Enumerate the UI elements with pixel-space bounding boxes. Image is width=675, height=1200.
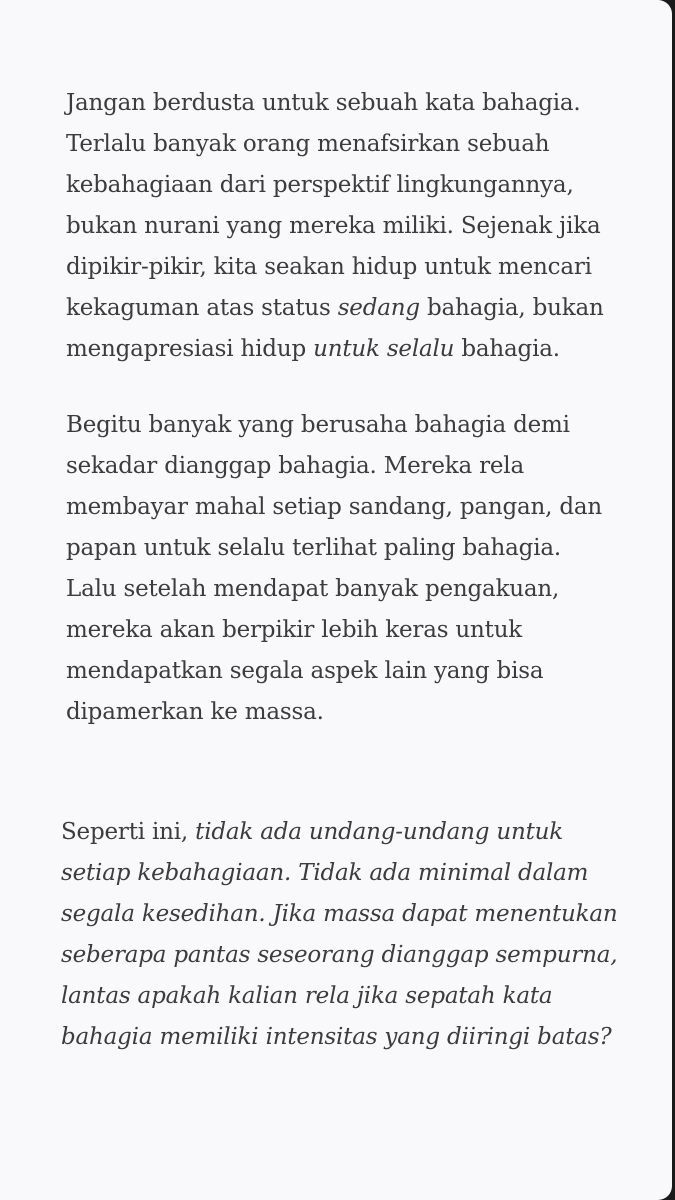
paragraph-3 [61, 812, 618, 1058]
text-run: mereka akan berpikir lebih keras untuk [66, 617, 523, 643]
text-line [66, 124, 604, 165]
text-line [66, 247, 604, 288]
text-line [61, 935, 618, 976]
italic-text-run: bahagia memiliki intensitas yang diiringi batas? [61, 1024, 612, 1050]
text-line [66, 528, 602, 569]
text-run: sekadar dianggap bahagia. Mereka rela [66, 453, 524, 479]
text-run: kebahagiaan dari perspektif lingkungannya, [66, 172, 574, 198]
text-run: Jangan berdusta untuk sebuah kata bahagia. [66, 90, 581, 116]
text-line [66, 288, 604, 329]
text-run: membayar mahal setiap sandang, pangan, dan [66, 494, 603, 520]
italic-text-run: tidak ada undang-undang untuk [195, 819, 563, 845]
text-line [61, 976, 618, 1017]
text-line [66, 446, 602, 487]
text-run: Seperti ini, [61, 819, 196, 845]
text-line [66, 83, 604, 124]
italic-text-run: lantas apakah kalian rela jika sepatah kata [61, 983, 553, 1009]
text-line [66, 405, 602, 446]
text-line [61, 853, 618, 894]
text-run: mengapresiasi hidup [66, 336, 314, 362]
text-run: bukan nurani yang mereka miliki. Sejenak jika [66, 213, 601, 239]
text-line [66, 329, 604, 370]
text-run: dipikir-pikir, kita seakan hidup untuk mencari [66, 254, 592, 280]
text-run: Terlalu banyak orang menafsirkan sebuah [66, 131, 550, 157]
text-line [66, 692, 602, 733]
text-line [66, 206, 604, 247]
text-line [66, 487, 602, 528]
text-line [61, 812, 618, 853]
text-line [66, 165, 604, 206]
text-line [61, 1017, 618, 1058]
italic-text-run: sedang [337, 295, 420, 321]
text-line [66, 610, 602, 651]
text-run: papan untuk selalu terlihat paling bahagia. [66, 535, 561, 561]
text-line [66, 569, 602, 610]
italic-text-run: segala kesedihan. Jika massa dapat menentukan [61, 901, 618, 927]
paragraph-1 [66, 83, 604, 370]
italic-text-run: setiap kebahagiaan. Tidak ada minimal dalam [61, 860, 589, 886]
text-run: dipamerkan ke massa. [66, 699, 324, 725]
text-run: Begitu banyak yang berusaha bahagia demi [66, 412, 570, 438]
text-run: kekaguman atas status [66, 295, 338, 321]
text-line [61, 894, 618, 935]
text-run: mendapatkan segala aspek lain yang bisa [66, 658, 544, 684]
text-run: Lalu setelah mendapat banyak pengakuan, [66, 576, 560, 602]
text-line [66, 651, 602, 692]
text-run: bahagia. [454, 336, 560, 362]
italic-text-run: seberapa pantas seseorang dianggap sempurna, [61, 942, 618, 968]
paragraph-2 [66, 405, 602, 733]
italic-text-run: untuk selalu [313, 336, 455, 362]
text-run: bahagia, bukan [419, 295, 604, 321]
